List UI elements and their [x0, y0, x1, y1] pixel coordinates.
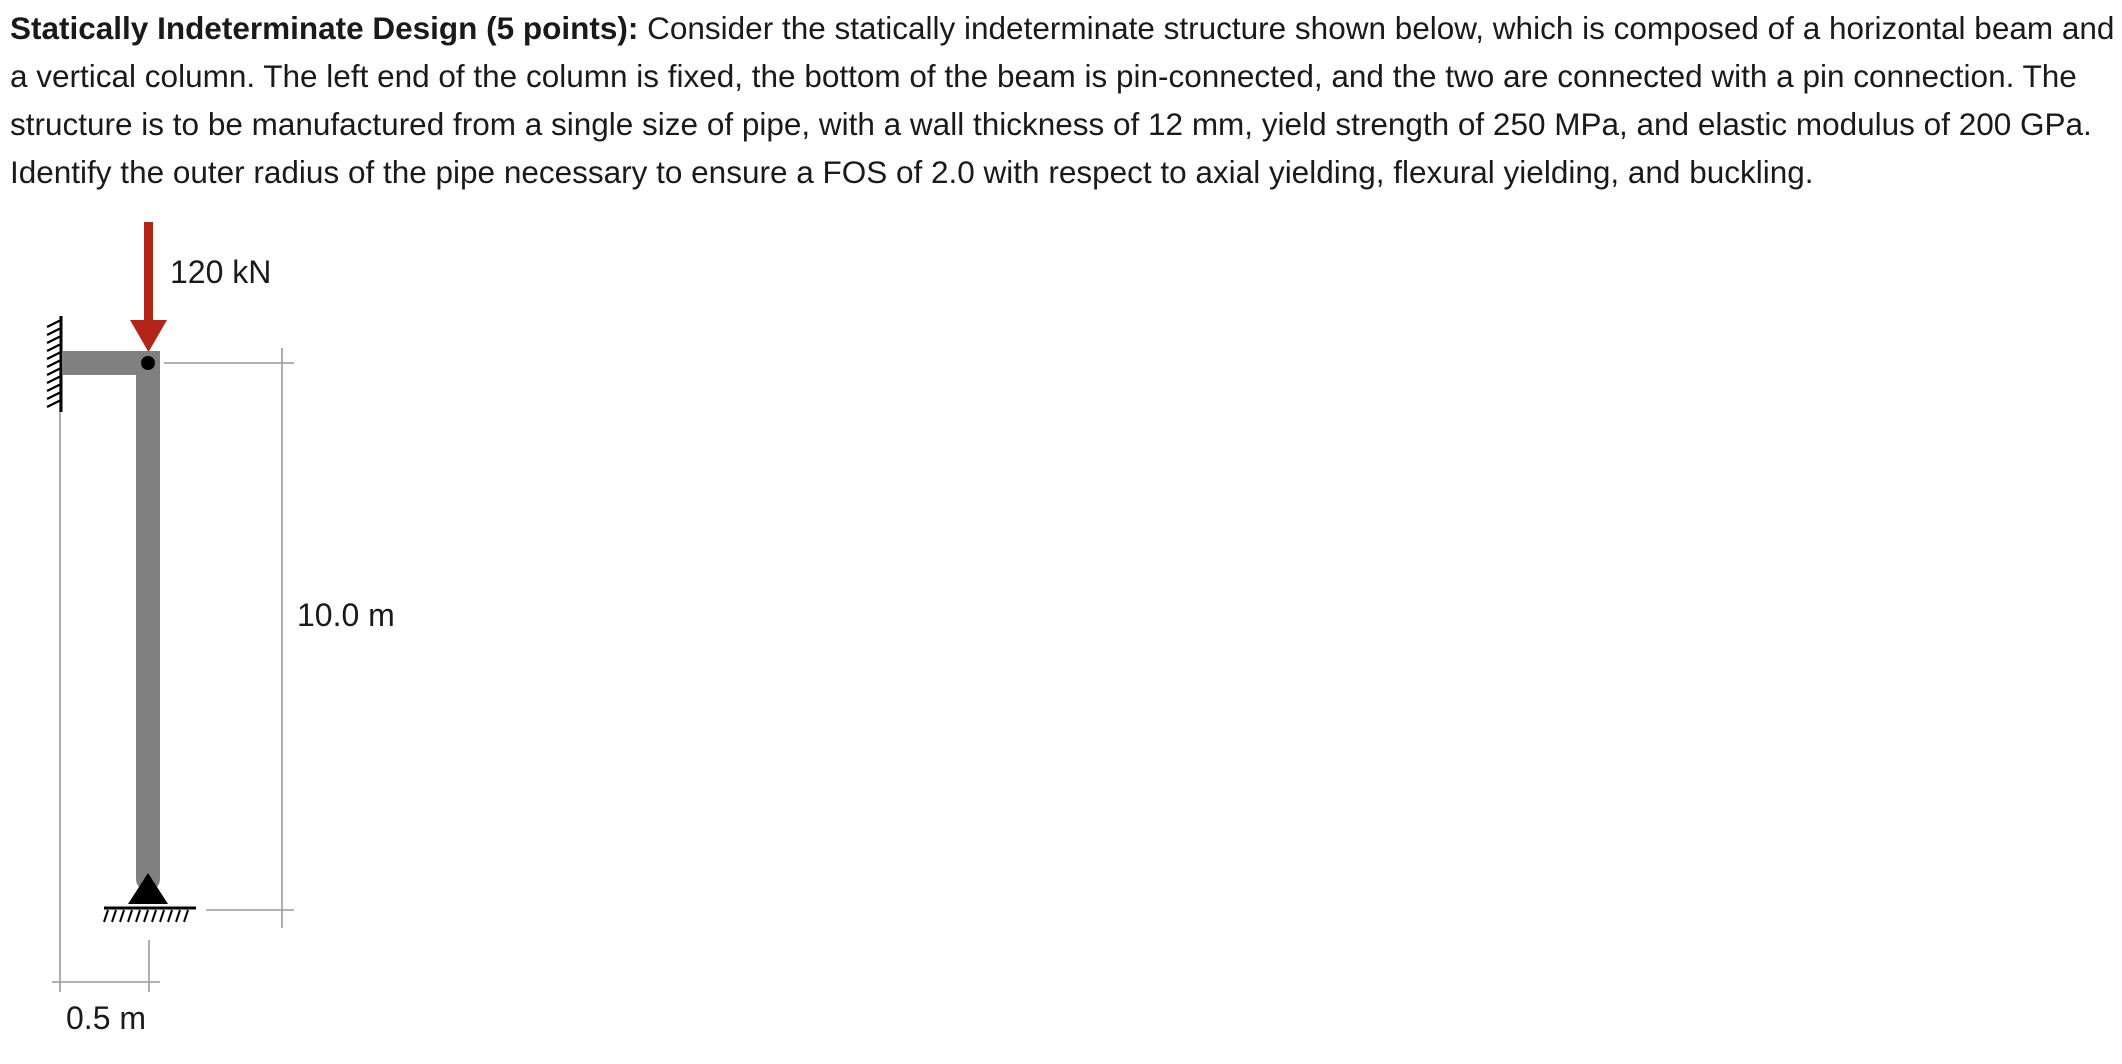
load-label: 120 kN [170, 254, 272, 290]
pin-support [104, 873, 196, 922]
width-label: 0.5 m [66, 1000, 147, 1036]
pin-connection [141, 356, 155, 370]
height-label: 10.0 m [297, 597, 395, 633]
dimension-lines [52, 348, 294, 992]
problem-body: Consider the statically indeterminate structure shown below, which is composed of a horizontal beam and a vertical column. The left end of the column is fixed, the bottom of the beam is pin-connected, and the two are connected with a pin connection. The structure is to be manufactured from a single size of pipe, with a wall thickness of 12 mm, yield strength of 250 MPa, and elastic modulus of 200 GPa. Identify the outer radius of the pipe necessary to ensure a FOS of 2.0 with respect to axial yielding, flexural yielding, and buckling. [10, 10, 2115, 190]
problem-title: Statically Indeterminate Design (5 points): [10, 10, 639, 46]
load-arrow [130, 222, 167, 352]
vertical-column [136, 351, 160, 891]
fixed-wall-support [47, 316, 61, 412]
